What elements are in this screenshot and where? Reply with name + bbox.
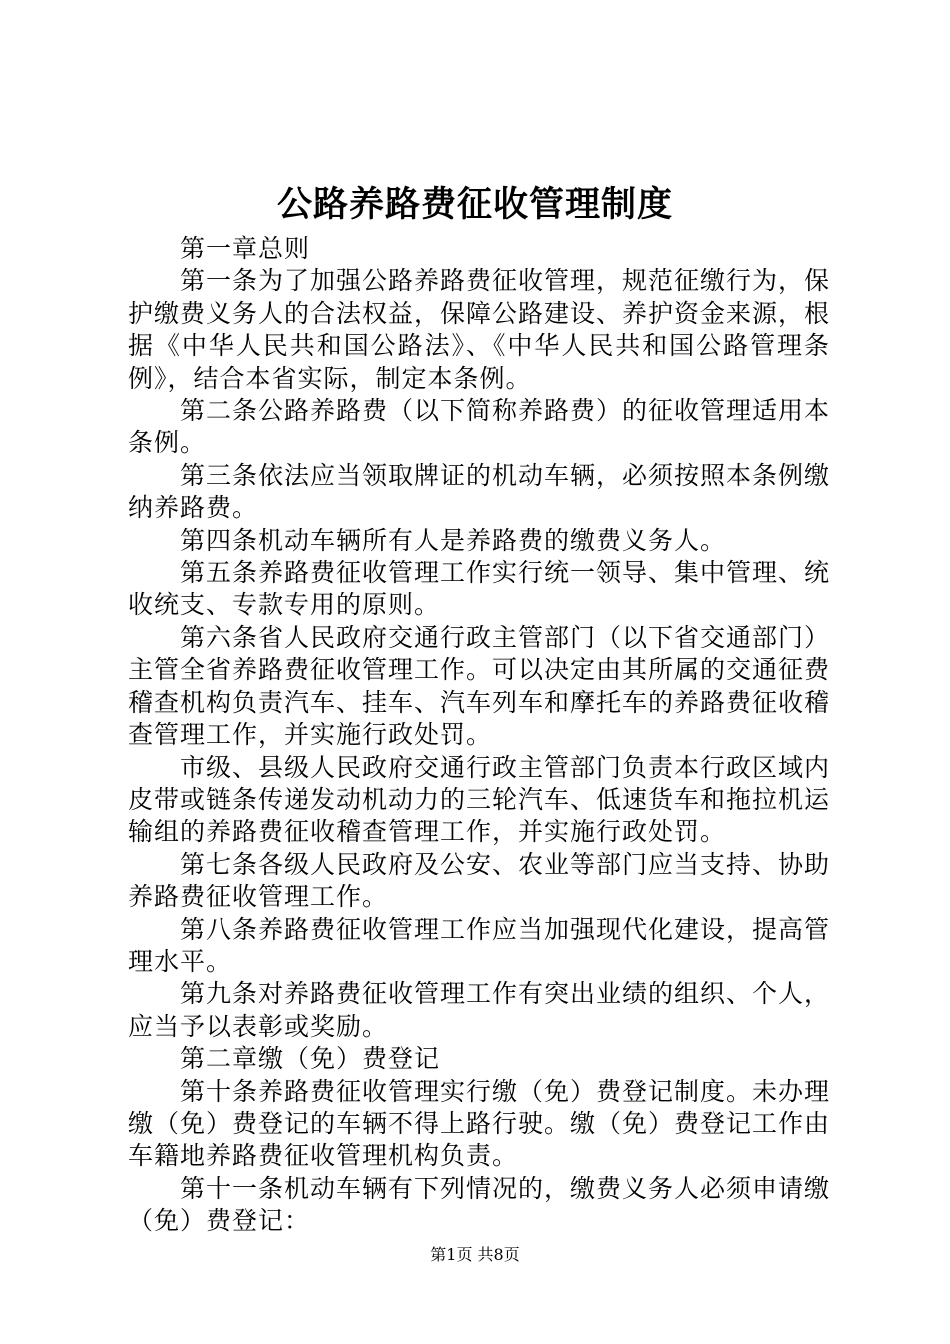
page-number-footer: 第1页 共8页 [430,1245,520,1264]
article-paragraph: 第八条养路费征收管理工作应当加强现代化建设，提高管理水平。 [128,914,831,976]
article-paragraph: 第十一条机动车辆有下列情况的，缴费义务人必须申请缴（免）费登记： [128,1173,831,1236]
document-body [128,233,830,1238]
article-paragraph: 第二条公路养路费（以下简称养路费）的征收管理适用本条例。 [128,396,831,458]
article-paragraph: 第四条机动车辆所有人是养路费的缴费义务人。 [180,525,727,555]
article-paragraph: 第三条依法应当领取牌证的机动车辆，必须按照本条例缴纳养路费。 [128,460,831,523]
article-paragraph: 第一条为了加强公路养路费征收管理，规范征缴行为，保护缴费义务人的合法权益，保障公路建设、养护资金来源，根据《中华人民共和国公路法》、《中华人民共和国公路管理条例》，结合本省实际，制定本条例。 [128,266,831,393]
article-paragraph: 第五条养路费征收管理工作实行统一领导、集中管理、统收统支、专款专用的原则。 [128,558,831,620]
chapter-heading: 第二章缴（免）费登记 [180,1044,441,1074]
document-title: 公路养路费征收管理制度 [276,185,673,225]
chapter-heading: 第一章总则 [180,234,311,263]
article-paragraph: 第十条养路费征收管理实行缴（免）费登记制度。未办理缴（免）费登记的车辆不得上路行驶。缴（免）费登记工作由车籍地养路费征收管理机构负责。 [128,1076,831,1171]
article-paragraph: 第九条对养路费征收管理工作有突出业绩的组织、个人，应当予以表彰或奖励。 [128,979,831,1041]
article-paragraph: 市级、县级人民政府交通行政主管部门负责本行政区域内皮带或链条传递发动机动力的三轮汽车、低速货车和拖拉机运输组的养路费征收稽查管理工作，并实施行政处罚。 [128,752,831,847]
article-paragraph: 第六条省人民政府交通行政主管部门（以下省交通部门）主管全省养路费征收管理工作。可以决定由其所属的交通征费稽查机构负责汽车、挂车、汽车列车和摩托车的养路费征收稽查管理工作，并实施行政处罚。 [128,622,831,750]
article-paragraph: 第七条各级人民政府及公安、农业等部门应当支持、协助养路费征收管理工作。 [128,849,831,912]
